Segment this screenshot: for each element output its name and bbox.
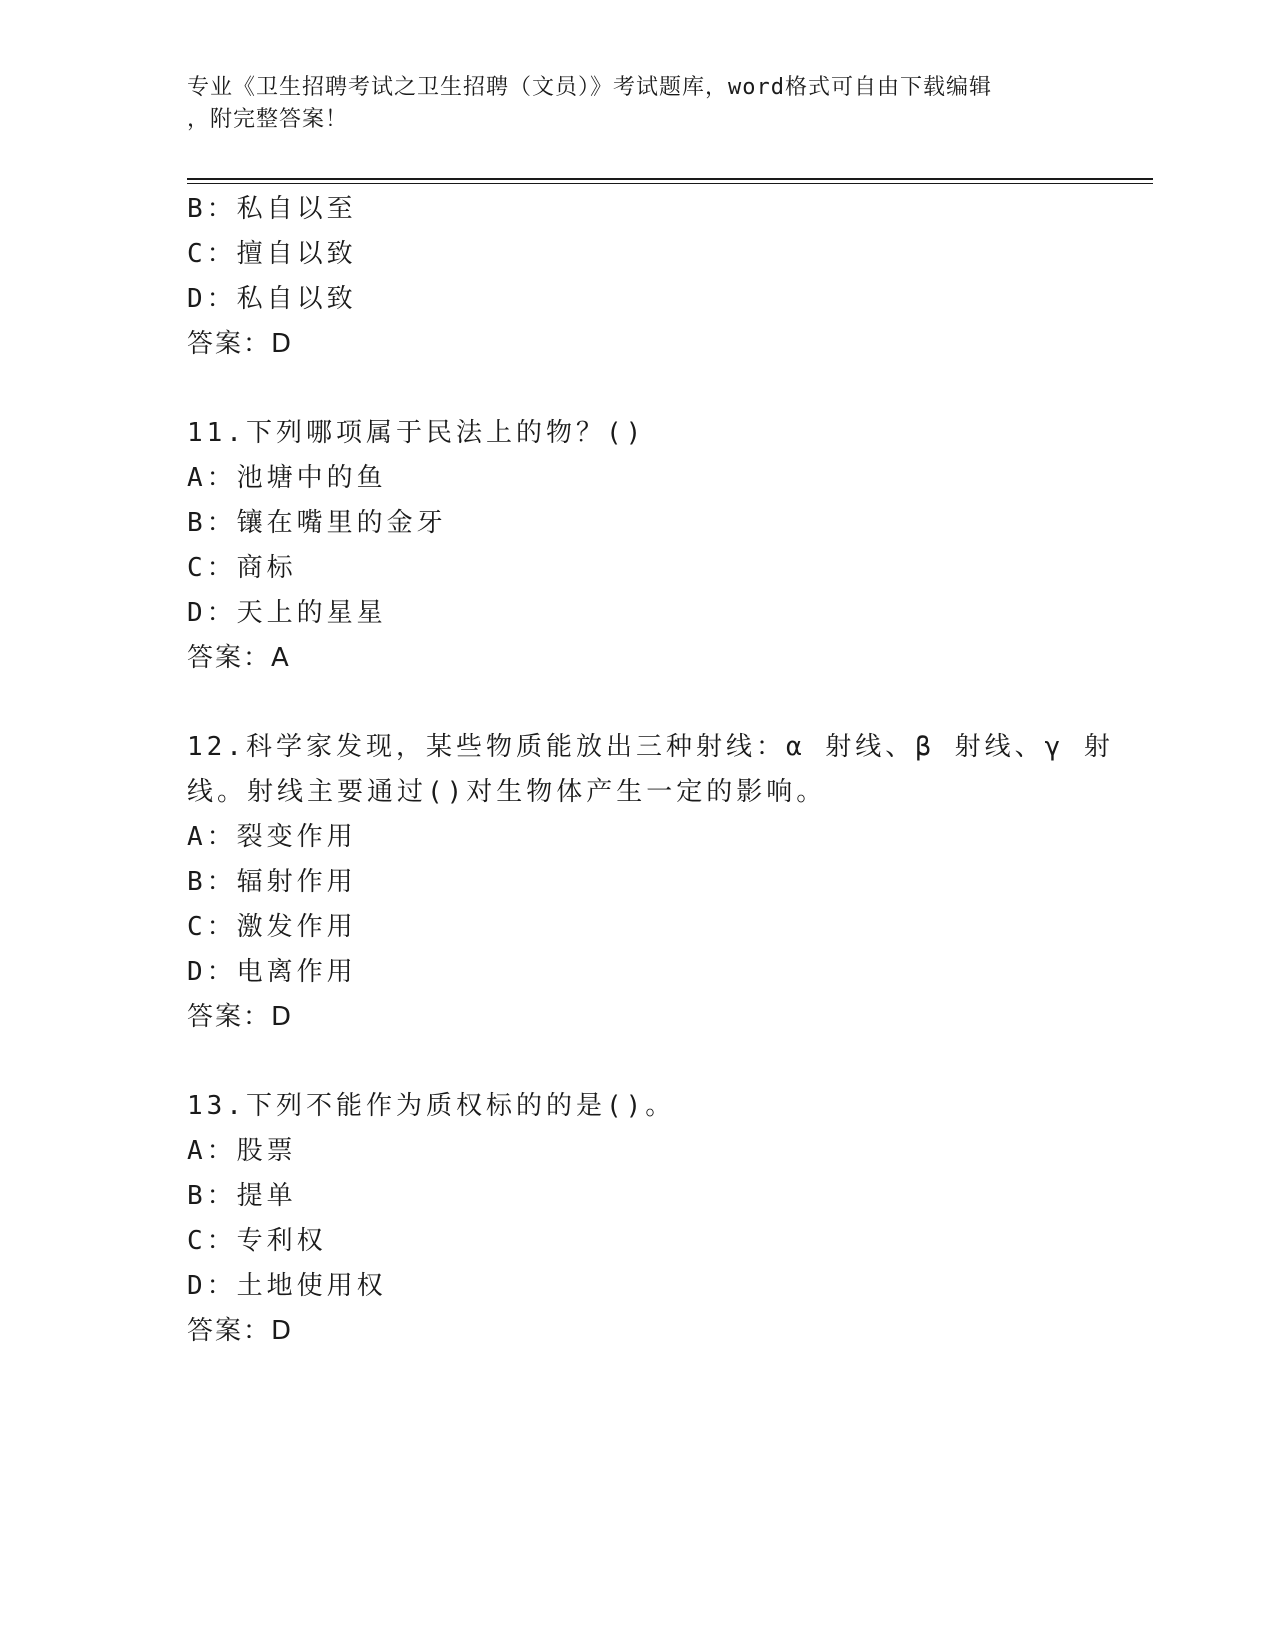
option-key: D： <box>187 284 237 314</box>
option-key: D： <box>187 598 237 628</box>
option-key: B： <box>187 1181 237 1211</box>
option-text: 辐射作用 <box>236 867 357 897</box>
question-stem: 12.科学家发现，某些物质能放出三种射线：α 射线、β 射线、γ 射 <box>187 732 1114 762</box>
option-key: C： <box>187 1226 237 1256</box>
option-item <box>187 551 297 585</box>
option-key: B： <box>187 508 237 538</box>
option-text: 私自以致 <box>236 284 357 314</box>
option-key: C： <box>187 239 237 269</box>
answer-line: 答案：D <box>187 1316 294 1346</box>
option-item <box>187 1224 327 1258</box>
option-item <box>187 910 357 944</box>
option-item <box>187 596 387 630</box>
option-item <box>187 1179 297 1213</box>
option-item <box>187 237 357 271</box>
option-key: A： <box>187 1136 237 1166</box>
option-item <box>187 192 357 226</box>
option-key: B： <box>187 194 237 224</box>
option-text: 商标 <box>236 553 297 583</box>
document-header <box>187 72 1067 136</box>
option-item <box>187 1269 387 1303</box>
option-text: 专利权 <box>236 1226 327 1256</box>
option-item <box>187 820 357 854</box>
answer-line: 答案：D <box>187 329 294 359</box>
option-text: 私自以至 <box>236 194 357 224</box>
option-key: D： <box>187 957 237 987</box>
option-text: 天上的星星 <box>236 598 387 628</box>
option-item <box>187 955 357 989</box>
option-text: 镶在嘴里的金牙 <box>236 508 447 538</box>
option-item <box>187 506 447 540</box>
option-key: C： <box>187 912 237 942</box>
option-key: B： <box>187 867 237 897</box>
option-item <box>187 1134 297 1168</box>
option-item <box>187 461 387 495</box>
option-text: 土地使用权 <box>236 1271 387 1301</box>
question-stem: 13.下列不能作为质权标的的是()。 <box>187 1091 676 1121</box>
question-stem-continued: 线。射线主要通过()对生物体产生一定的影响。 <box>187 777 827 807</box>
question-stem: 11.下列哪项属于民法上的物？() <box>187 418 646 448</box>
option-text: 激发作用 <box>236 912 357 942</box>
header-line-1: 专业《卫生招聘考试之卫生招聘（文员）》考试题库，word格式可自由下载编辑 <box>187 75 992 100</box>
option-key: D： <box>187 1271 237 1301</box>
option-text: 电离作用 <box>236 957 357 987</box>
option-item <box>187 865 357 899</box>
option-key: A： <box>187 463 237 493</box>
header-rule-thick <box>187 178 1153 180</box>
answer-line: 答案：D <box>187 1002 294 1032</box>
header-rule-thin <box>187 183 1153 184</box>
option-text: 提单 <box>236 1181 297 1211</box>
option-item <box>187 282 357 316</box>
header-line-2: ，附完整答案！ <box>187 107 349 132</box>
option-text: 裂变作用 <box>236 822 357 852</box>
option-text: 擅自以致 <box>236 239 357 269</box>
option-text: 股票 <box>236 1136 297 1166</box>
option-text: 池塘中的鱼 <box>236 463 387 493</box>
answer-line: 答案：A <box>187 643 291 673</box>
option-key: C： <box>187 553 237 583</box>
option-key: A： <box>187 822 237 852</box>
